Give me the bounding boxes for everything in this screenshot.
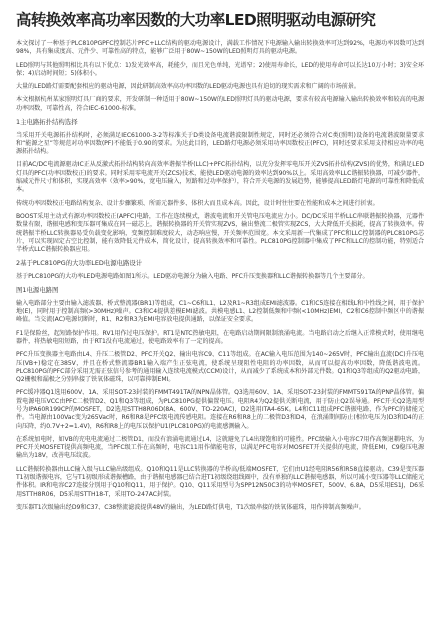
- body-paragraph: 输入电路部分主要由输入滤波器、桥式整流器(BR1)等组成，C1~C6和L1、L2及R1~R3组成EMI滤波器。C1和C5连接在相线L和中性线之间，用于保护地(E)，同时用于控制高频(>30MHz)噪声。C3和C4提供差模EMI滤波。共模电感L1、L2控制低频和中频(<10MHz)EMI，C2和C6控制中频区中的谐振峰值。当交流(AC)电源切断时，R1、R2和R3为EMI电容放电提供通路，以保证安全要求。: [16, 299, 424, 324]
- body-paragraph: BOOST采用主动式有源功率因数校正(APFC)电路，工作在连续模式，谐波电流和开关管电压电流应力小。DC/DC采用半桥LLC串联谐振转换器，元器件数量有限，谐振电感和变压器可集成在同一磁芯上，谐振转换器的开关管实现ZVS，输出整流二极管实现ZCS，大大降低开关损耗，提高了转换效率。传统谐振半桥LLC转换器易受负载变化影响，变频控制难度较大，动态响应慢，开关频率范围宽。本文采用新一代集成了PFC和LLC控制器的PLC810PG芯片，可以实现固定占空比控制，能有效降低元件成本，简化设计，提高转换效率和可靠性。PLC810PG控制器中集成了PFC和LLC的控制功能，特别适合半桥式LLC谐振转换器应用。: [16, 212, 424, 254]
- body-paragraph: LLC谐振转换器由LLC输入级与LLC输出级组成。Q10和Q11是LLC转换器的半桥高/低端MOSFET，它们由U1经电阻R56和R58直接驱动。C39是变压器T1初级谐振电容，它与T1初级形成谐振槽路，由于谐振电感器已结合进T1初级绕组线圈中，没有单独的LLC谐振电感器，所以可减小变压器等LLC储能元件体积。IR和电容C27连接分别用于Q10和Q11，用于保护。Q10、Q11采用型号为SPP12N50C3的功率MOSFET，500V、6.8A，D5采用ES1J，D6采用STTH8R06，D5采用STTH18-T，采用TO-247AC封装。: [16, 465, 424, 498]
- body-paragraph: 当采用开关电源拓扑结构时，必须满足IEC61000-3-2等标准关于D类设备电流谐波限制性规定，同时还必须符合对C类(照明)设备的电流谐波限量要求和“能源之星”等规范对功率因数(PF)不能低于0.90的要求。为达此目的，LED路灯电源必须采用功率因数校正(PFC)，同时还要求采用支持相应功率的电源拓扑结构。: [16, 131, 424, 156]
- section-heading: 2基于PLC810PG的大功率LED电源电路设计: [16, 259, 143, 268]
- body-paragraph: 基于PLC810PG的大功率LED电源电路如图1所示。LED驱动电源分为输入电路、PFC升压变换器和LLC谐振转换器等几个主要部分。: [16, 272, 369, 280]
- body-paragraph: 本文根据杭州某家照明灯具厂商的要求，开发研制一种适用于80W~150W的LED照明灯具的驱动电源，要求有较高电源输入输出转换效率和较高的电源功率因数，可靠性高，符合IEC-61000-标准。: [16, 96, 424, 112]
- body-paragraph: F1是保险丝，起短路保护作用。RV1用作过电压保护。RT1是NTC热敏电阻，在电路启动期间限制浪涌电流。当电路启动之后继入正常模式时，使用继电器件，将热敏电阻短路，由于RT1没有电流通过，使电路效率有了一定的提高。: [16, 329, 424, 345]
- body-paragraph: 在系统加电时，如VB的充电电流通过二极管D1，而没有浪涌电流通过L4，这就避免了L4出现饱和的可能性。PFC级输入小电容C7用作高频退耦电容，为PFC开关MOSFET提供高频电流，当PFC级工作在高频时，电容C11用作储能电容，以满足PFC电容对MOSFET开关提供的电流，降低EMI，C9稳压电源输出为18V，改善电压纹波。: [16, 435, 424, 460]
- body-paragraph: 变压器T1次级输出经D9和C37、C38整流滤波提供48V的输出，为LED路灯供电，T1次级串接的铁氧体磁珠，用作抑制高频噪声。: [16, 503, 365, 511]
- abstract-paragraph: 本文探讨了一种基于PLC810PGPFC控制芯片PFC+LLC结构的驱动电源设计，满载工作情况下电源输入输出转换效率可达到92%，电源功率因数可达到98%，具有集成度高、元件少、可靠性高的特点，能够广泛用于80W~150W的LED照明灯具的驱动电源。: [16, 40, 424, 56]
- body-paragraph: 传统功率因数校正电路结构复杂、设计步骤繁琐、所需元器件多、体积大而且成本高。因此，设计时往往要在性能和成本之间进行折衷。: [16, 199, 379, 207]
- body-paragraph: 目前AC/DC电流源驱动IC正从反激式拓扑结构转向高效率谐振半桥(LLC)+PFC拓扑结构，以充分发挥零电压开关ZVS拓扑结构(ZVS)的优势，和满足LED灯具的PFC(功率因数校正)的要求。同时采用零电流开关(ZCS)技术，能使LED驱动电源的效率达到90%以上。采用高效率LLC谐振转换器，可减少器件，缩减元件尺寸和体积，实现高效率（效率>90%，宽电压输入，短路和过功率保护），符合开关电源的发展趋势，能够提高LED路灯电源的可靠性和降低成本。: [16, 161, 424, 194]
- section-heading: 1主电路拓扑结构选择: [16, 118, 78, 127]
- page-title: 高转换效率高功率因数的大功率LED照明驱动电源研究: [16, 11, 376, 29]
- body-paragraph: LED照明与其他照明相比具有以下优点：1)发光效率高，耗能少，而且光色单纯，光谱窄；2)使用寿命长，LED的使用寿命可以长达10万小时；3)安全环保；4)启动时间短；5)体积小。: [16, 61, 424, 77]
- figure-caption: 图1电源电路图: [16, 286, 59, 295]
- body-paragraph: 大量的LED路灯需要配套相应的驱动电源，因此研制高效率高功率因数的LED驱动电源也具有迫切的现实需求和广阔的市场前景。: [16, 83, 360, 91]
- body-paragraph: PFC缓冲器Q1选用600V、1A、采用SOT-23封装的FMMT491TA的NPN晶体管。Q3选用60V、1A、采用SOT-23封装的FMMT591TA的PNP晶体管。偏置电源电压VCC由PFC二极管D2、Q1和Q3等组成，为PLC810PG提供偏置电压。电阻R4为Q2提供关断电流，用于防止Q2误导通。PFC开关Q2选用型号为IPA60R199CP的MOSFET，D2选用STTH8R06D(8A、600V、TO-220AC)，D2选用ITA4-65K。L4和C11组成PFC谐振电路，作为PFC的储能元件。当电源由100Vac变为265Vac时，R6和R8是PFC级电流传感电阻。连接在R6和R8上的二极管D3和D4，在浪涌期间防止(相位电压为)D3和D4的正向压降，约0.7V+2=1.4V)，R6和R8上的电压以保护U1(PLC810PG)的电流感测输入。: [16, 389, 424, 430]
- body-paragraph: PFC升压变换器主电路由L4、升压二极管D2、PFC开关Q2、输出电容C9、C11等组成。在AC输入电压范围为140~265V时，PFC输出直流(DC)升压电压(VB+)稳定在385V，并且在桥式整流器BR1输入端产生正弦电流，使系统呈现阻性电阻的功率因数，从而可以提高功率因数，降低谐波电流。PLC810PG的PFC部分采用无需正弦信号参考的通用输入连续电流模式(CCM)设计，从而减少了系统成本和外部元件数。Q1和Q3等组成的Q2驱动电路，Q2栅极和漏极之分别串接了铁氧体磁珠，以可靠抑制EMI。: [16, 351, 424, 384]
